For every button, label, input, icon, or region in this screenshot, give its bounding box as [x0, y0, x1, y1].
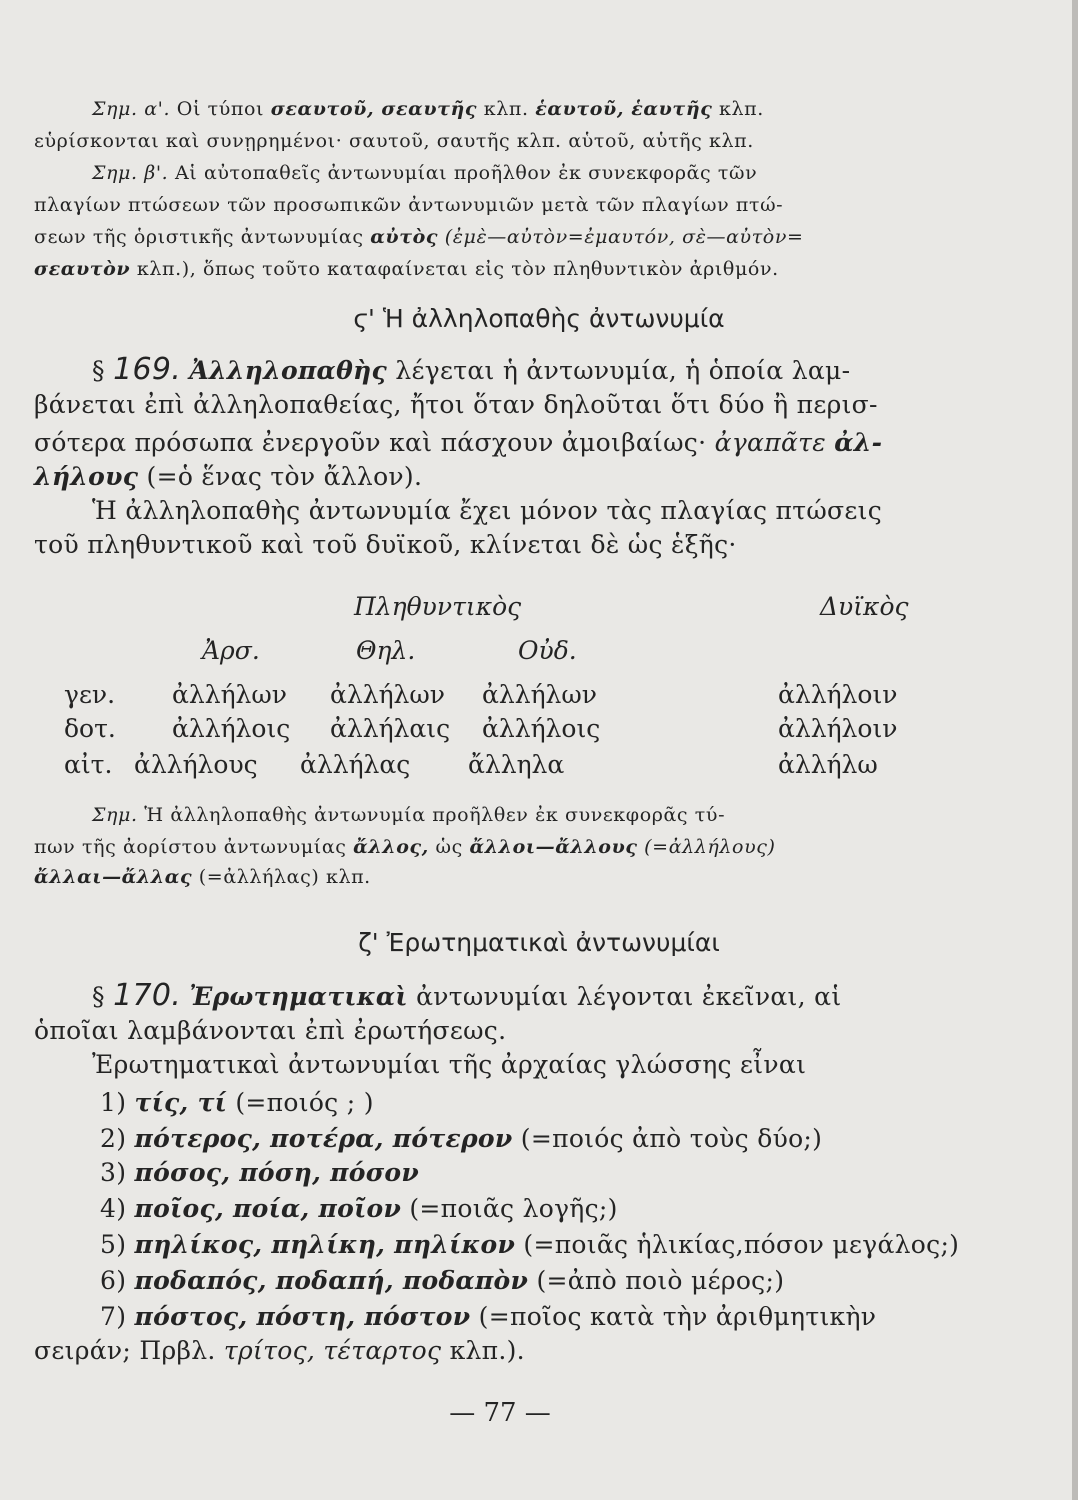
table-cell: ἄλληλα [468, 750, 565, 779]
table-cell: ἀλλήλων [330, 680, 445, 709]
forms: πότερος, ποτέρα, πότερον [134, 1124, 513, 1153]
text: ἀντωνυμίαι λέγονται ἐκεῖναι, αἱ [416, 982, 842, 1011]
text: σεων τῆς ὁριστικῆς ἀντωνυμίας [34, 226, 364, 248]
text: πων τῆς ἀορίστου ἀντωνυμίας [34, 836, 347, 858]
list-item [100, 1230, 1010, 1259]
list-number: 4) [100, 1194, 127, 1223]
text: κλπ. [719, 98, 764, 120]
text: λέγεται ἡ ἀντωνυμία, ἡ ὁποία λαμ- [395, 356, 851, 385]
list-item-7-continuation [34, 1336, 944, 1365]
table-case: γεν. [64, 680, 116, 709]
page-edge [1072, 0, 1078, 1500]
note-b-line-2: πλαγίων πτώσεων τῶν προσωπικῶν ἀντωνυμιῶν μετὰ τῶν πλαγίων πτώ- [34, 194, 784, 216]
list-item [100, 1194, 1010, 1223]
sec-170-line-1 [92, 978, 1002, 1013]
note-c-line-3 [34, 866, 944, 888]
note-b-line-4 [34, 258, 944, 280]
table-cell: ἀλλήλοις [172, 714, 291, 743]
example: ἀλ- [834, 428, 883, 457]
list-number: 5) [100, 1230, 127, 1259]
section-number: 170. [113, 978, 182, 1013]
term: Ἀλληλοπαθὴς [189, 356, 388, 385]
forms: τίς, τί [134, 1088, 228, 1117]
page-number: — 77 — [449, 1398, 551, 1428]
note-a-line-2: εὑρίσκονται καὶ συνῃρημένοι· σαυτοῦ, σαυτῆς κλπ. αὑτοῦ, αὑτῆς κλπ. [34, 130, 754, 152]
note-c-line-2 [34, 836, 944, 858]
term: σεαυτοῦ, σεαυτῆς [270, 98, 478, 120]
sec-169-line-3 [34, 428, 944, 457]
text: (=ἀλλήλους) [644, 836, 776, 858]
table-header-fem: Θηλ. [356, 636, 416, 665]
term: ἄλλοι—ἄλλους [469, 836, 638, 858]
example: λήλους [34, 462, 139, 491]
sec-169-line-4 [34, 462, 944, 491]
text: (=ἀλλήλας) κλπ. [198, 866, 371, 888]
gloss: (=ποιός ἀπὸ τοὺς δύο;) [520, 1124, 823, 1153]
table-header-dual: Δυϊκὸς [820, 592, 909, 621]
note-b-line-3 [34, 226, 944, 248]
table-case: δοτ. [64, 714, 116, 743]
section-heading-interrogative: ζ' Ἐρωτηματικαὶ ἀντωνυμίαι [358, 928, 720, 957]
note-label: Σημ. [92, 804, 138, 826]
gloss: (=ἀπὸ ποιὸ μέρος;) [536, 1266, 785, 1295]
sec-170-line-2: ὁποῖαι λαμβάνονται ἐπὶ ἐρωτήσεως. [34, 1016, 507, 1045]
term: σεαυτὸν [34, 258, 131, 280]
gloss: (=ποιᾶς λογῆς;) [409, 1194, 618, 1223]
example: ἀγαπᾶτε [714, 428, 826, 457]
gloss: (=ποῖος κατὰ τὴν ἀριθμητικὴν [478, 1302, 877, 1331]
forms: πόστος, πόστη, πόστον [134, 1302, 471, 1331]
gloss: (=ποιός ; ) [235, 1088, 374, 1117]
sec-169-line-6: τοῦ πληθυντικοῦ καὶ τοῦ δυϊκοῦ, κλίνεται δὲ ὡς ἑξῆς· [34, 530, 737, 559]
table-cell: ἀλλήλοιν [778, 680, 898, 709]
text: Οἱ τύποι [176, 98, 265, 120]
table-cell: ἀλλήλω [778, 750, 878, 779]
list-number: 2) [100, 1124, 127, 1153]
forms: ποῖος, ποία, ποῖον [134, 1194, 402, 1223]
table-cell: ἀλλήλων [172, 680, 287, 709]
table-header-plural: Πληθυντικὸς [354, 592, 522, 621]
text: κλπ.), ὅπως τοῦτο καταφαίνεται εἰς τὸν πληθυντικὸν ἀριθμόν. [136, 258, 779, 280]
term: ἄλλος, [353, 836, 429, 858]
section-symbol: § [92, 982, 105, 1011]
sec-169-line-5: Ἡ ἀλληλοπαθὴς ἀντωνυμία ἔχει μόνον τὰς πλαγίας πτώσεις [92, 496, 883, 525]
list-item [100, 1266, 1010, 1295]
text: κλπ. [483, 98, 529, 120]
note-label: Σημ. β'. [92, 162, 169, 184]
sec-169-line-1 [92, 352, 1002, 387]
table-cell: ἀλλήλας [300, 750, 411, 779]
note-c-line-1 [92, 804, 1002, 826]
term: ἄλλαι—ἄλλας [34, 866, 193, 888]
gloss: (=ποιᾶς ἡλικίας,πόσον μεγάλος;) [523, 1230, 960, 1259]
table-header-neut: Οὐδ. [518, 636, 577, 665]
list-number: 1) [100, 1088, 127, 1117]
text: Ἡ ἀλληλοπαθὴς ἀντωνυμία προῆλθεν ἐκ συνεκφορᾶς τύ- [144, 804, 726, 826]
sec-170-line-3: Ἐρωτηματικαὶ ἀντωνυμίαι τῆς ἀρχαίας γλώσσης εἶναι [92, 1050, 807, 1079]
text: σότερα πρόσωπα ἐνεργοῦν καὶ πάσχουν ἀμοιβαίως· [34, 428, 707, 457]
table-cell: ἀλλήλους [134, 750, 258, 779]
text: (ἐμὲ—αὐτὸν=ἐμαυτόν, σὲ—αὐτὸν= [444, 226, 804, 248]
section-symbol: § [92, 356, 105, 385]
list-item [100, 1302, 1010, 1331]
text: κλπ.). [449, 1336, 525, 1365]
forms: πηλίκος, πηλίκη, πηλίκον [134, 1230, 516, 1259]
sec-169-line-2: βάνεται ἐπὶ ἀλληλοπαθείας, ἤτοι ὅταν δηλοῦται ὅτι δύο ἢ περισ- [34, 390, 878, 419]
table-cell: ἀλλήλαις [330, 714, 451, 743]
list-item [100, 1088, 1010, 1117]
list-item [100, 1124, 1010, 1153]
forms: τρίτος, τέταρτος [223, 1336, 442, 1365]
table-cell: ἀλλήλοιν [778, 714, 898, 743]
list-item [100, 1158, 1010, 1187]
note-b-line-1 [92, 162, 1002, 184]
text: σειράν; Πρβλ. [34, 1336, 216, 1365]
forms: ποδαπός, ποδαπή, ποδαπὸν [134, 1266, 529, 1295]
term: αὐτὸς [370, 226, 439, 248]
section-heading-reciprocal: ϛ' Ἡ ἀλληλοπαθὴς ἀντωνυμία [353, 304, 725, 333]
note-label: Σημ. α'. [92, 98, 171, 120]
note-a-line-1 [92, 98, 1002, 120]
list-number: 6) [100, 1266, 127, 1295]
table-header-masc: Ἀρσ. [202, 636, 260, 665]
table-cell: ἀλλήλοις [482, 714, 601, 743]
term: ἑαυτοῦ, ἑαυτῆς [535, 98, 713, 120]
text: ὡς [435, 836, 463, 858]
text: (=ὁ ἕνας τὸν ἄλλον). [146, 462, 423, 491]
list-number: 7) [100, 1302, 127, 1331]
table-case: αἰτ. [64, 750, 113, 779]
section-number: 169. [113, 352, 182, 387]
table-cell: ἀλλήλων [482, 680, 597, 709]
text: Αἱ αὐτοπαθεῖς ἀντωνυμίαι προῆλθον ἐκ συνεκφορᾶς τῶν [174, 162, 758, 184]
forms: πόσος, πόση, πόσον [134, 1158, 420, 1187]
term: Ἐρωτηματικαὶ [189, 982, 408, 1011]
list-number: 3) [100, 1158, 127, 1187]
